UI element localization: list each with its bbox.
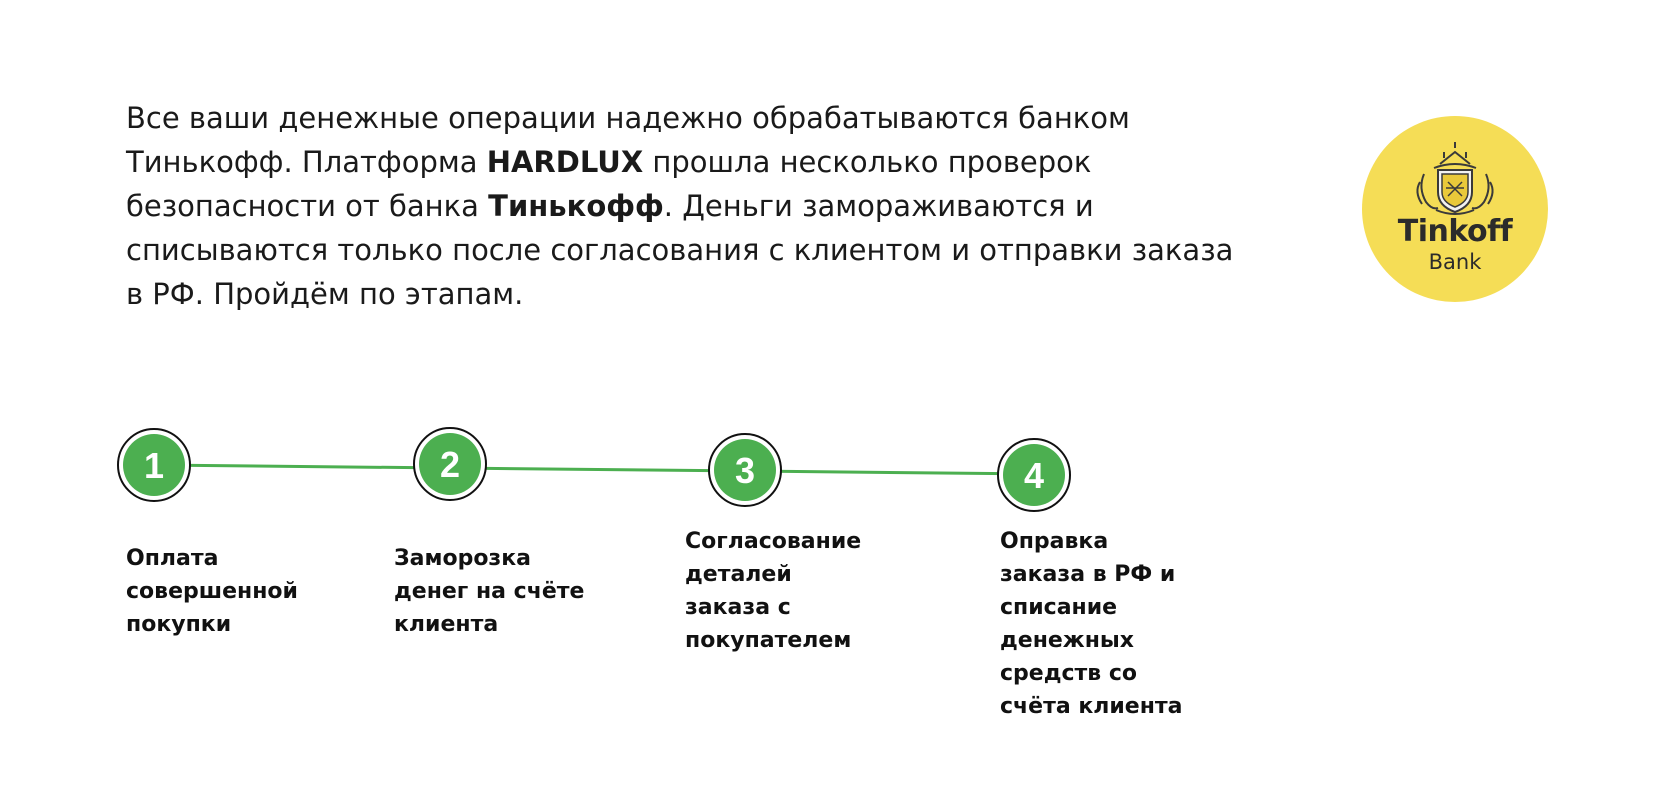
step-3-label-line-4: покупателем [685, 628, 852, 653]
step-3-label [685, 525, 885, 657]
step-3 [709, 434, 781, 506]
intro-segment-1: Все ваши денежные операции надежно обрабатываются банком Тинькофф. Платформа [126, 101, 1130, 179]
step-4-number: 4 [1023, 455, 1045, 496]
step-3-label-line-1: Согласование [685, 529, 862, 554]
step-3-label-line-3: заказа с [685, 595, 791, 620]
step-1-label-line-2: совершенной [126, 579, 298, 604]
step-1-label-line-1: Оплата [126, 546, 219, 571]
step-2-label [394, 542, 594, 641]
step-4-label-line-3: списание [1000, 595, 1118, 620]
logo-name: Tinkoff [1397, 214, 1513, 249]
step-2-label-line-3: клиента [394, 612, 499, 637]
step-2-label-line-1: Заморозка [394, 546, 531, 571]
step-1-label [126, 542, 326, 641]
step-1-number: 1 [143, 445, 165, 486]
step-4-label-line-1: Оправка [1000, 529, 1109, 554]
timeline-line [154, 465, 1040, 474]
step-4-label [1000, 525, 1200, 723]
step-4-label-line-6: счёта клиента [1000, 694, 1183, 719]
platform-name: HARDLUX [486, 145, 644, 179]
step-2-label-line-2: денег на счёте [394, 579, 585, 604]
step-4-label-line-5: средств со [1000, 661, 1138, 686]
step-3-number: 3 [734, 450, 756, 491]
step-3-label-line-2: деталей [685, 562, 792, 587]
step-4-label-line-2: заказа в РФ и [1000, 562, 1176, 587]
intro-segment-3: . Деньги замораживаются и списываются только после согласования с клиентом и отправки заказа в РФ. Пройдём по этапам. [126, 189, 1234, 311]
bank-name: Тинькофф [488, 189, 664, 223]
step-2 [414, 428, 486, 500]
step-4-label-line-4: денежных [1000, 628, 1134, 653]
step-1 [118, 429, 190, 501]
step-4 [998, 439, 1070, 511]
step-1-label-line-3: покупки [126, 612, 232, 637]
intro-segment-2: прошла несколько проверок безопасности от банка [126, 145, 1092, 223]
step-2-number: 2 [439, 444, 461, 485]
logo-sub: Bank [1428, 250, 1482, 274]
